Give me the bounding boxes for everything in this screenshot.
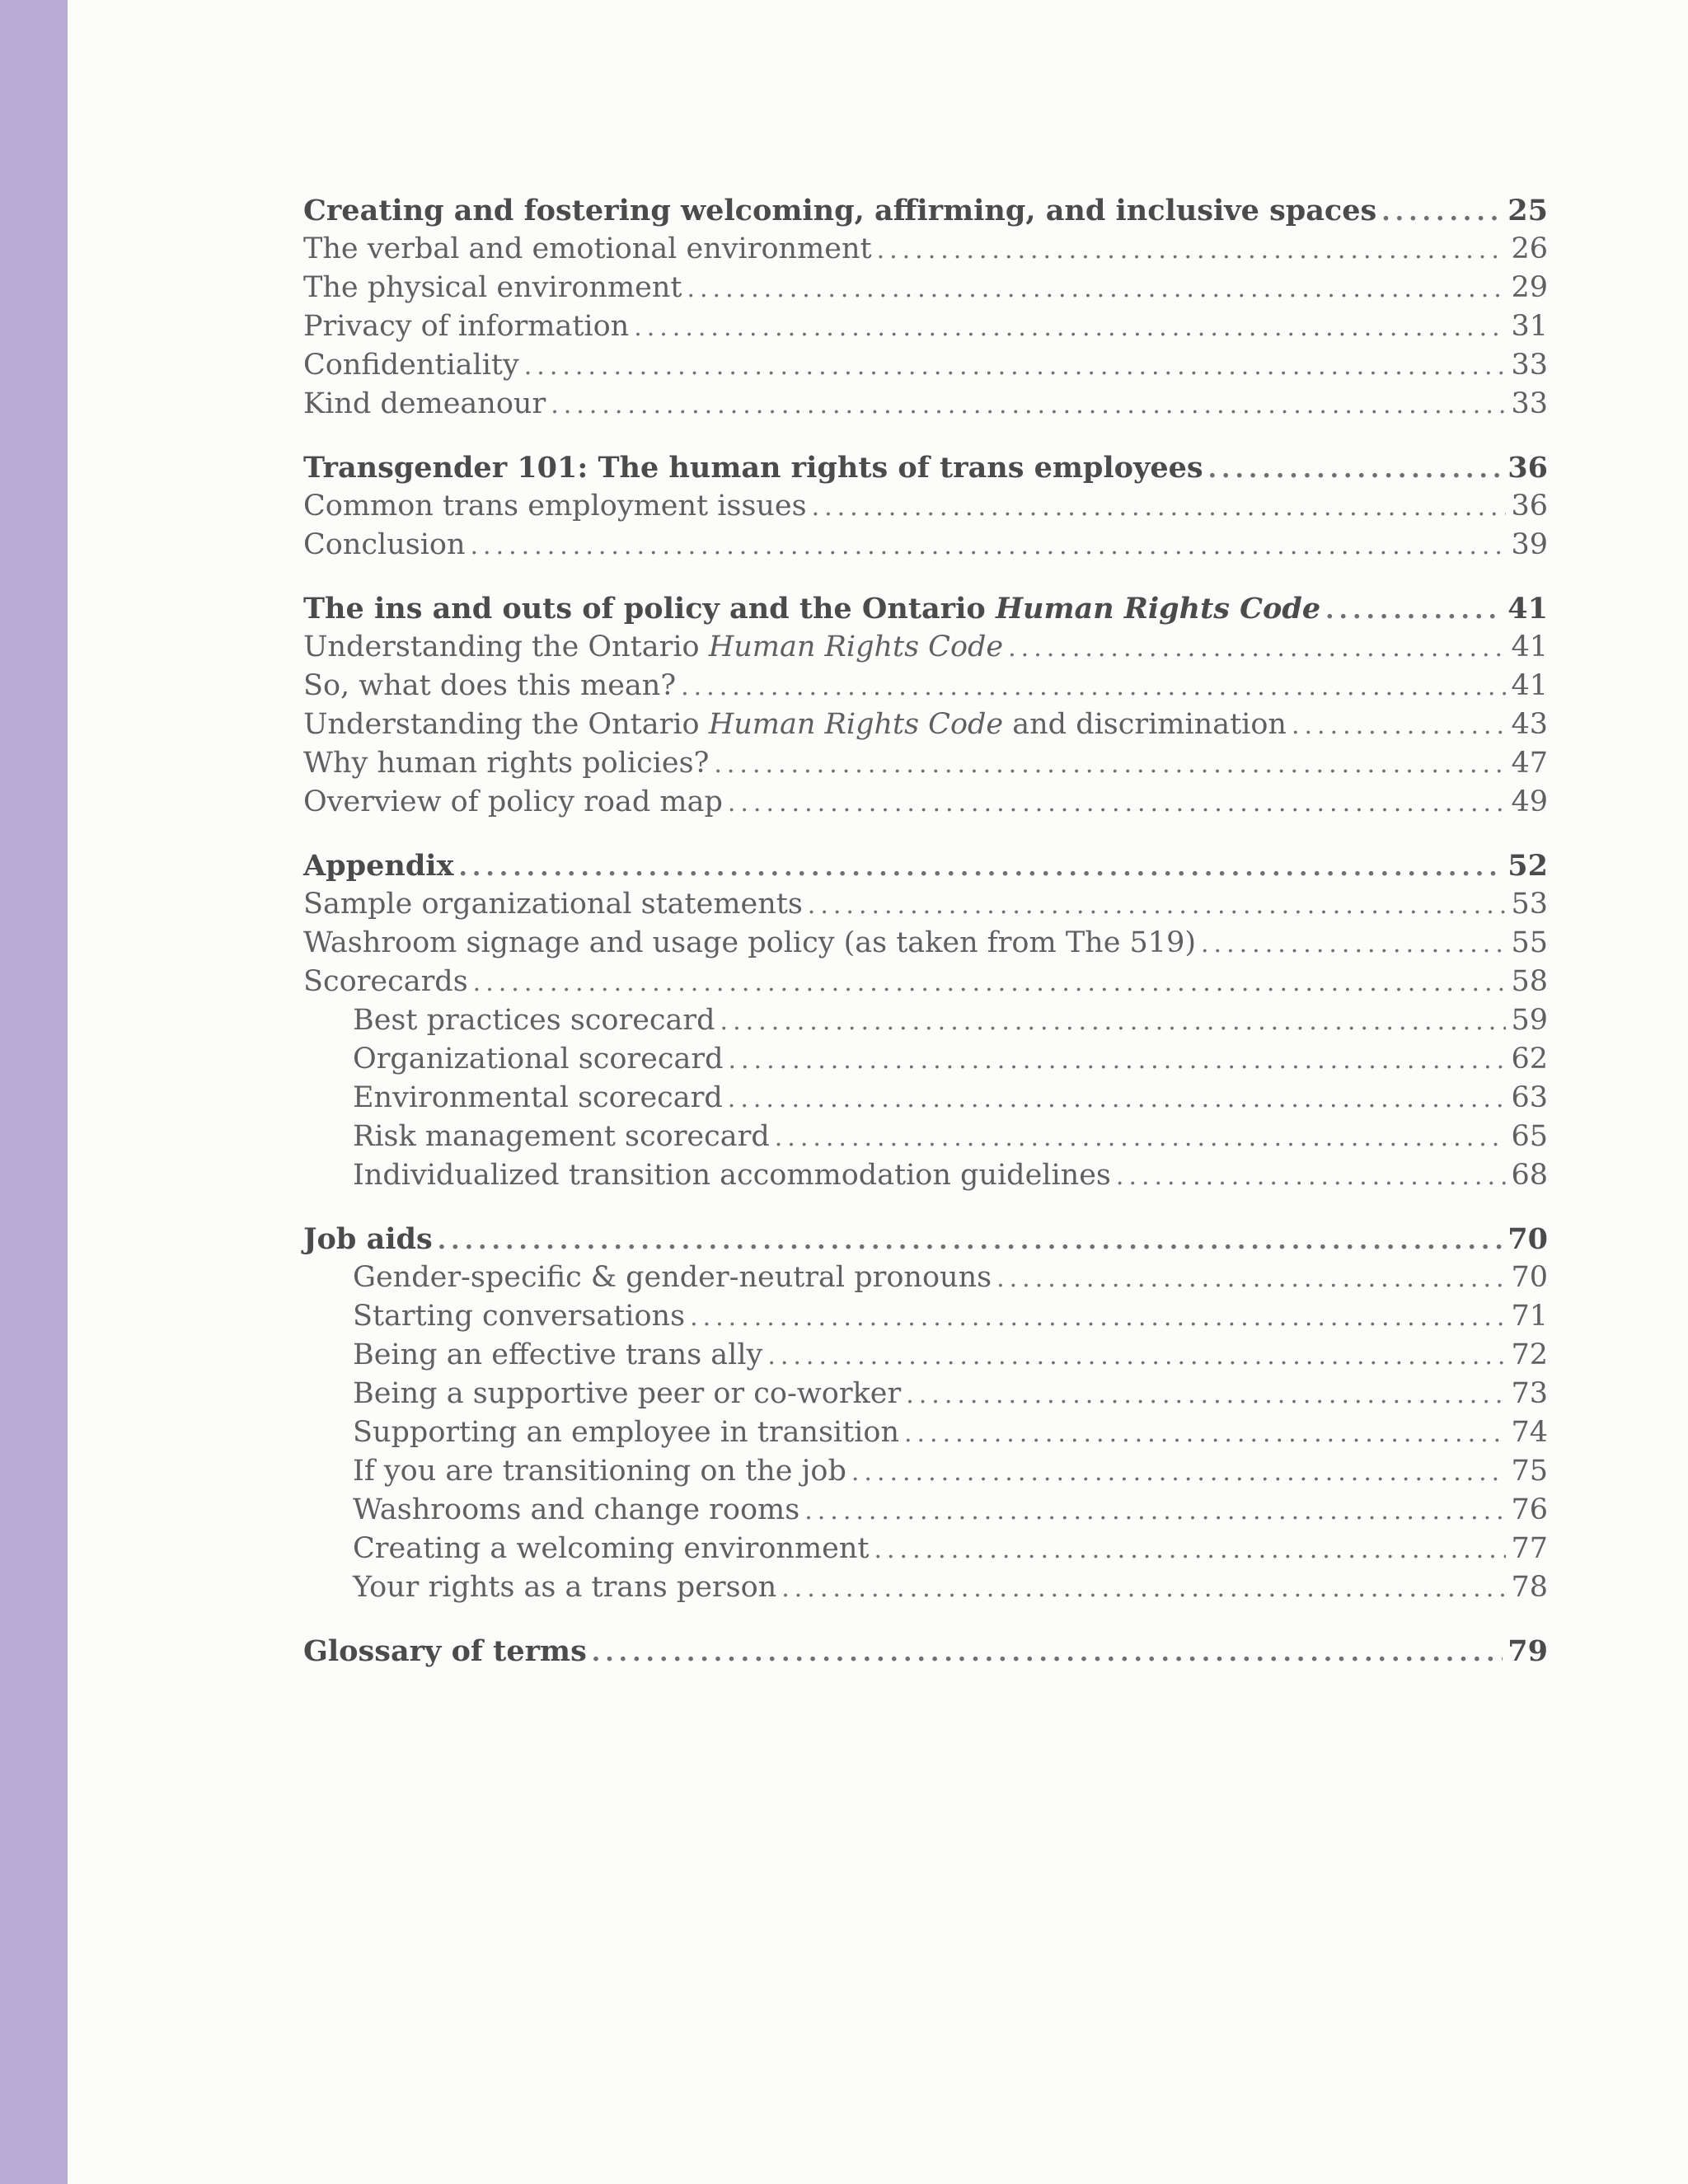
toc-heading[interactable] bbox=[303, 1632, 1548, 1671]
toc-page-number: 75 bbox=[1511, 1455, 1548, 1488]
dot-leader bbox=[728, 1080, 1507, 1118]
toc-entry-title: Risk management scorecard bbox=[353, 1120, 770, 1153]
toc-page-number: 26 bbox=[1511, 232, 1548, 265]
dot-leader bbox=[524, 347, 1507, 386]
toc-entry-title: Gender-specific & gender-neutral pronouns bbox=[353, 1261, 992, 1294]
toc-entry-title: Kind demeanour bbox=[303, 387, 546, 420]
toc-page-number: 39 bbox=[1511, 528, 1548, 561]
toc-page-number: 41 bbox=[1511, 669, 1548, 702]
toc-page-number: 63 bbox=[1511, 1081, 1548, 1114]
toc-entry[interactable] bbox=[303, 783, 1548, 822]
dot-leader bbox=[551, 386, 1506, 424]
toc-page-number: 43 bbox=[1511, 708, 1548, 741]
toc-entry-title: Washroom signage and usage policy (as taken from The 519) bbox=[303, 926, 1197, 959]
toc-page-number: 31 bbox=[1511, 310, 1548, 343]
toc-subentry[interactable] bbox=[303, 1452, 1548, 1491]
toc-page-number: 65 bbox=[1511, 1120, 1548, 1153]
toc-subentry[interactable] bbox=[303, 1079, 1548, 1118]
toc-entry-title-text: Understanding the Ontario bbox=[303, 630, 709, 663]
toc-entry[interactable] bbox=[303, 705, 1548, 744]
toc-entry-title: Privacy of information bbox=[303, 310, 630, 343]
side-color-band bbox=[0, 0, 68, 2184]
dot-leader bbox=[634, 308, 1506, 347]
toc-heading[interactable] bbox=[303, 589, 1548, 628]
toc-subentry[interactable] bbox=[303, 1258, 1548, 1297]
toc-page-number: 58 bbox=[1511, 965, 1548, 998]
toc-entry-title: If you are transitioning on the job bbox=[353, 1455, 846, 1488]
toc-page-number: 59 bbox=[1511, 1004, 1548, 1037]
dot-leader bbox=[877, 231, 1507, 269]
toc-entry-title: Individualized transition accommodation guidelines bbox=[353, 1159, 1111, 1192]
toc-entry-title-text: Understanding the Ontario bbox=[303, 708, 709, 741]
toc-heading[interactable] bbox=[303, 191, 1548, 230]
toc-entry[interactable] bbox=[303, 628, 1548, 667]
toc-subentry[interactable] bbox=[303, 1491, 1548, 1530]
dot-leader bbox=[728, 1041, 1506, 1080]
dot-leader bbox=[438, 1221, 1503, 1260]
toc-entry-title: Organizational scorecard bbox=[353, 1043, 724, 1076]
dot-leader bbox=[473, 963, 1507, 1002]
toc-entry[interactable] bbox=[303, 487, 1548, 526]
dot-leader bbox=[1008, 629, 1506, 668]
toc-entry[interactable] bbox=[303, 526, 1548, 565]
dot-leader bbox=[804, 1492, 1506, 1530]
toc-entry-title: The physical environment bbox=[303, 271, 682, 304]
toc-entry[interactable] bbox=[303, 230, 1548, 269]
toc-section-appendix bbox=[303, 846, 1548, 1195]
toc-page-number: 33 bbox=[1511, 349, 1548, 382]
toc-page-number: 71 bbox=[1511, 1300, 1548, 1333]
toc-page-number: 74 bbox=[1511, 1416, 1548, 1449]
toc-subentry[interactable] bbox=[303, 1568, 1548, 1607]
dot-leader bbox=[458, 848, 1503, 887]
dot-leader bbox=[767, 1337, 1506, 1376]
toc-section-transgender-101 bbox=[303, 448, 1548, 565]
dot-leader bbox=[775, 1118, 1507, 1157]
toc-section-policy-and-code bbox=[303, 589, 1548, 822]
toc-page-number: 29 bbox=[1511, 271, 1548, 304]
dot-leader bbox=[1201, 925, 1506, 963]
dot-leader bbox=[720, 1002, 1507, 1041]
toc-page-number: 41 bbox=[1511, 630, 1548, 663]
dot-leader bbox=[592, 1633, 1503, 1672]
toc-page-number: 36 bbox=[1507, 451, 1548, 485]
toc-page-number: 70 bbox=[1511, 1261, 1548, 1294]
toc-section-job-aids bbox=[303, 1220, 1548, 1607]
dot-leader bbox=[851, 1453, 1507, 1492]
toc-entry[interactable] bbox=[303, 346, 1548, 385]
toc-entry[interactable] bbox=[303, 385, 1548, 424]
toc-subentry[interactable] bbox=[303, 1001, 1548, 1040]
dot-leader bbox=[808, 886, 1507, 925]
toc-entry-title: Your rights as a trans person bbox=[353, 1571, 777, 1604]
toc-entry-title: Supporting an employee in transition bbox=[353, 1416, 899, 1449]
toc-entry[interactable] bbox=[303, 744, 1548, 783]
toc-entry-title: Overview of policy road map bbox=[303, 785, 723, 818]
toc-page-number: 78 bbox=[1511, 1571, 1548, 1604]
toc-heading-title: Transgender 101: The human rights of trans employees bbox=[303, 451, 1203, 485]
toc-subentry[interactable] bbox=[303, 1375, 1548, 1413]
toc-entry-title: Conclusion bbox=[303, 528, 466, 561]
toc-entry-title: Scorecards bbox=[303, 965, 468, 998]
toc-heading[interactable] bbox=[303, 1220, 1548, 1258]
toc-entry-title bbox=[303, 628, 1003, 667]
toc-heading-title: Job aids bbox=[303, 1222, 433, 1256]
toc-page-number: 47 bbox=[1511, 747, 1548, 780]
dot-leader bbox=[812, 488, 1507, 527]
toc-page-number: 76 bbox=[1511, 1493, 1548, 1526]
toc-entry-title: Sample organizational statements bbox=[303, 888, 803, 921]
toc-heading-title: Creating and fostering welcoming, affirming, and inclusive spaces bbox=[303, 194, 1377, 227]
toc-page-number: 53 bbox=[1511, 888, 1548, 921]
toc-entry-title: Confidentiality bbox=[303, 349, 519, 382]
toc-section-glossary bbox=[303, 1632, 1548, 1671]
toc-subentry[interactable] bbox=[303, 1297, 1548, 1336]
toc-subentry[interactable] bbox=[303, 1118, 1548, 1156]
page bbox=[68, 0, 1688, 2184]
toc-page-number: 33 bbox=[1511, 387, 1548, 420]
dot-leader bbox=[714, 745, 1506, 784]
toc-entry-title: Best practices scorecard bbox=[353, 1004, 715, 1037]
toc-page-number: 25 bbox=[1507, 194, 1548, 227]
toc-subentry[interactable] bbox=[303, 1413, 1548, 1452]
toc-entry-title: Washrooms and change rooms bbox=[353, 1493, 800, 1526]
toc-page-number: 52 bbox=[1507, 849, 1548, 883]
toc-page-number: 36 bbox=[1511, 490, 1548, 523]
dot-leader bbox=[681, 668, 1506, 706]
dot-leader bbox=[781, 1569, 1506, 1608]
toc-page-number: 41 bbox=[1507, 592, 1548, 626]
toc-heading-title: Glossary of terms bbox=[303, 1634, 587, 1668]
toc-section-welcoming-spaces bbox=[303, 191, 1548, 424]
dot-leader bbox=[906, 1376, 1506, 1414]
toc-page-number: 77 bbox=[1511, 1532, 1548, 1565]
toc-entry-title-suffix: and discrimination bbox=[1003, 708, 1287, 741]
dot-leader bbox=[1381, 193, 1503, 232]
toc-entry[interactable] bbox=[303, 307, 1548, 346]
toc-entry-title: Why human rights policies? bbox=[303, 747, 710, 780]
toc-entry[interactable] bbox=[303, 269, 1548, 307]
toc-page-number: 68 bbox=[1511, 1159, 1548, 1192]
toc-heading-title bbox=[303, 589, 1320, 628]
toc-heading-title-italic: Human Rights Code bbox=[995, 592, 1321, 626]
toc-subentry[interactable] bbox=[303, 1530, 1548, 1568]
toc-heading-title-text: The ins and outs of policy and the Ontario bbox=[303, 592, 996, 626]
toc-entry[interactable] bbox=[303, 963, 1548, 1001]
dot-leader bbox=[728, 784, 1507, 823]
dot-leader bbox=[1292, 706, 1506, 745]
toc-subentry[interactable] bbox=[303, 1156, 1548, 1195]
toc-page-number: 55 bbox=[1511, 926, 1548, 959]
toc-entry-title: The verbal and emotional environment bbox=[303, 232, 872, 265]
toc-page-number: 72 bbox=[1511, 1338, 1548, 1371]
toc-entry[interactable] bbox=[303, 667, 1548, 705]
toc-entry[interactable] bbox=[303, 924, 1548, 963]
toc-heading-title: Appendix bbox=[303, 849, 454, 883]
toc-page-number: 49 bbox=[1511, 785, 1548, 818]
toc-page-number: 73 bbox=[1511, 1377, 1548, 1410]
dot-leader bbox=[874, 1530, 1506, 1569]
dot-leader bbox=[471, 527, 1507, 565]
toc-entry-title: Being an effective trans ally bbox=[353, 1338, 763, 1371]
toc-entry[interactable] bbox=[303, 885, 1548, 924]
toc-entry-title: Being a supportive peer or co-worker bbox=[353, 1377, 902, 1410]
toc-entry-title-italic: Human Rights Code bbox=[708, 630, 1004, 663]
toc-heading[interactable] bbox=[303, 846, 1548, 885]
toc-entry-title: Common trans employment issues bbox=[303, 490, 807, 523]
toc-heading[interactable] bbox=[303, 448, 1548, 487]
toc-entry-title: Creating a welcoming environment bbox=[353, 1532, 870, 1565]
toc-entry-title: So, what does this mean? bbox=[303, 669, 677, 702]
dot-leader bbox=[690, 1298, 1506, 1337]
dot-leader bbox=[687, 269, 1506, 308]
toc-page-number: 70 bbox=[1507, 1222, 1548, 1256]
toc-entry-title: Starting conversations bbox=[353, 1300, 686, 1333]
dot-leader bbox=[904, 1414, 1506, 1453]
toc-subentry[interactable] bbox=[303, 1336, 1548, 1375]
dot-leader bbox=[1208, 450, 1503, 489]
toc-entry-title: Environmental scorecard bbox=[353, 1081, 723, 1114]
toc-page-number: 62 bbox=[1511, 1043, 1548, 1076]
toc-page-number: 79 bbox=[1507, 1634, 1548, 1668]
toc-entry-title bbox=[303, 705, 1287, 744]
toc-subentry[interactable] bbox=[303, 1040, 1548, 1079]
dot-leader bbox=[1116, 1157, 1507, 1196]
table-of-contents bbox=[303, 191, 1548, 1671]
dot-leader bbox=[1325, 591, 1503, 630]
toc-entry-title-italic: Human Rights Code bbox=[708, 708, 1004, 741]
dot-leader bbox=[996, 1259, 1506, 1298]
